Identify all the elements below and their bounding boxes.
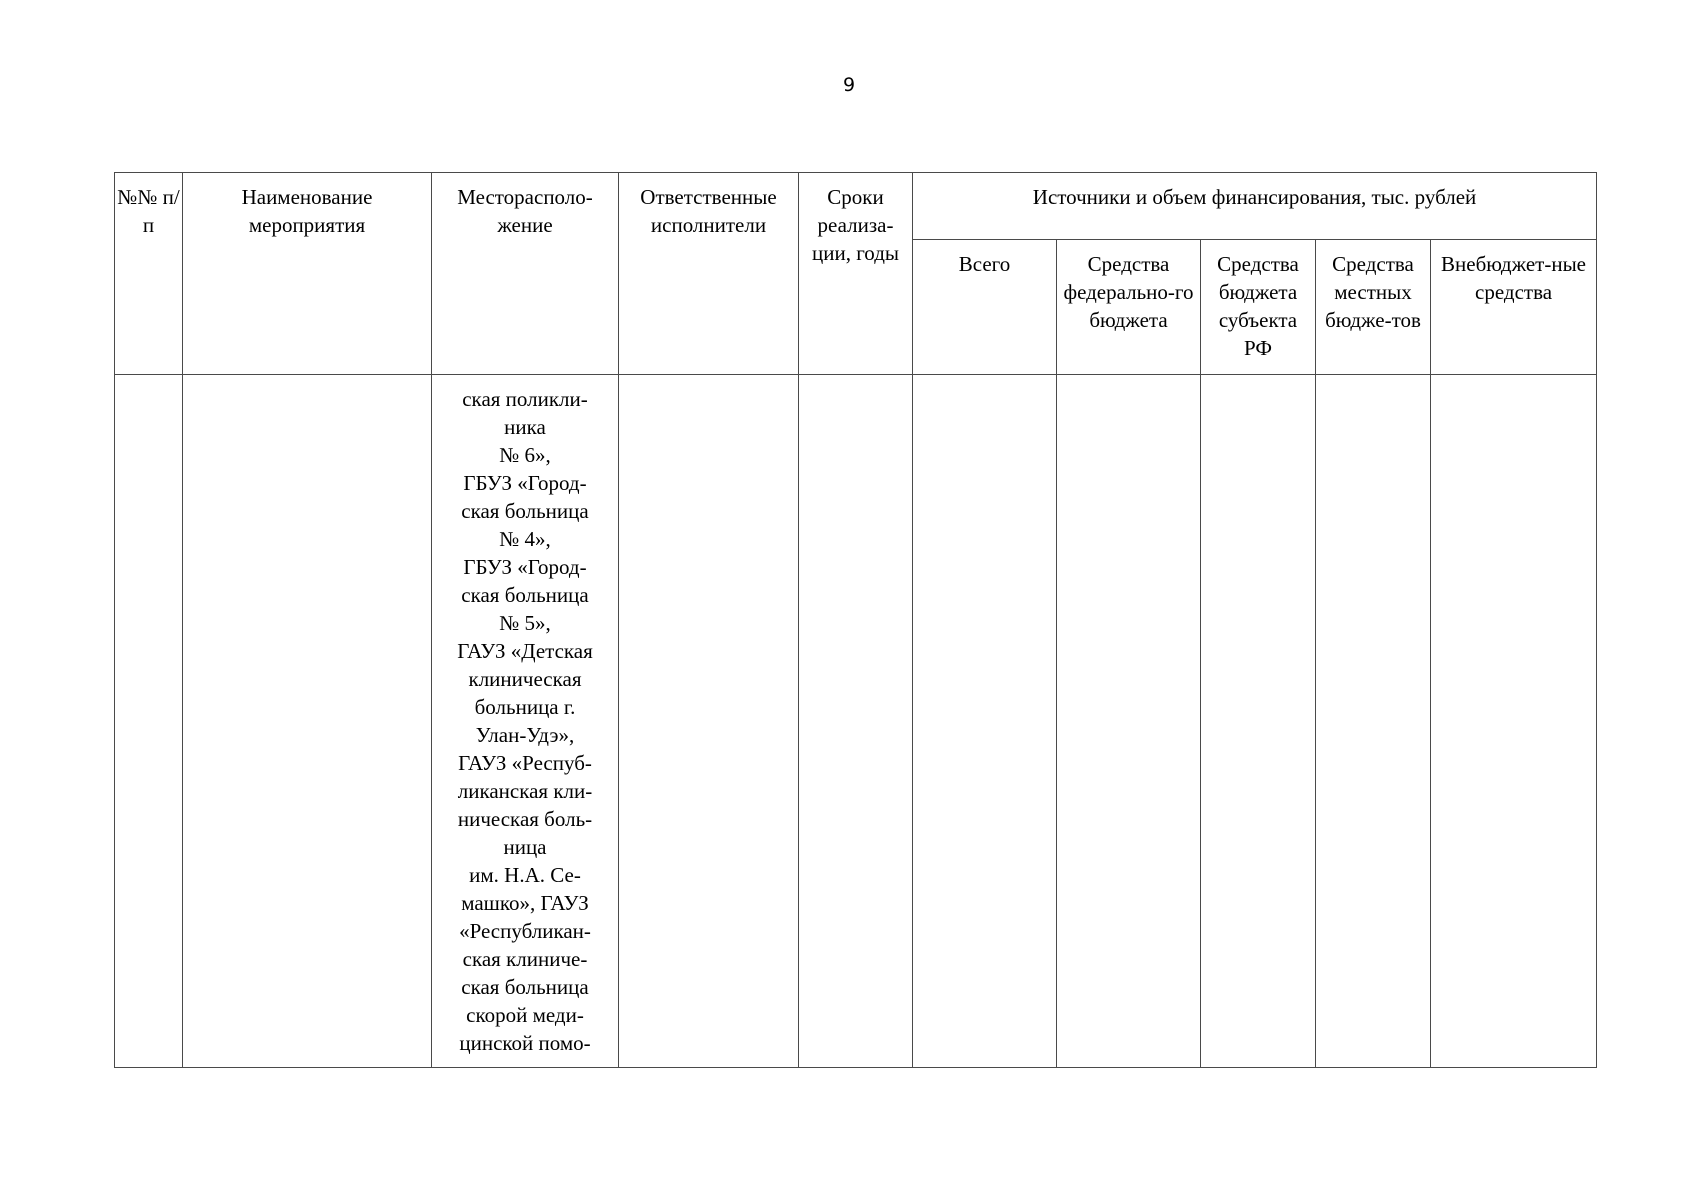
cell-num: [115, 375, 183, 1068]
header-total: Всего: [913, 240, 1057, 375]
header-regional: Средства бюджета субъекта РФ: [1201, 240, 1316, 375]
header-terms: Сроки реализа-ции, годы: [799, 173, 913, 375]
cell-local: [1316, 375, 1431, 1068]
page-number: 9: [842, 74, 856, 96]
cell-name: [183, 375, 432, 1068]
cell-responsible: [619, 375, 799, 1068]
cell-federal: [1057, 375, 1201, 1068]
header-location: Месторасполо-жение: [432, 173, 619, 375]
header-local: Средства местных бюдже-тов: [1316, 240, 1431, 375]
header-num: №№ п/п: [115, 173, 183, 375]
cell-regional: [1201, 375, 1316, 1068]
header-extra: Внебюджет-ные средства: [1431, 240, 1597, 375]
header-responsible: Ответственные исполнители: [619, 173, 799, 375]
cell-total: [913, 375, 1057, 1068]
financing-table: [114, 172, 1597, 1068]
header-federal: Средства федерально-го бюджета: [1057, 240, 1201, 375]
header-row-1: [115, 173, 1597, 240]
cell-location: ская поликли- ника № 6», ГБУЗ «Город- ская больница № 4», ГБУЗ «Город- ская больница № 5», ГАУЗ «Детская клиническая больница г. Улан-Удэ», ГАУЗ «Респуб- ликанская кли- ническая боль- ница им. Н.А. Се- машко», ГАУЗ «Республикан- ская клиниче- ская больница скорой меди- цинской помо-: [432, 375, 619, 1068]
header-name: Наименование мероприятия: [183, 173, 432, 375]
table-row: [115, 375, 1597, 1068]
cell-extra: [1431, 375, 1597, 1068]
cell-terms: [799, 375, 913, 1068]
header-funding-group: Источники и объем финансирования, тыс. рублей: [913, 173, 1597, 240]
